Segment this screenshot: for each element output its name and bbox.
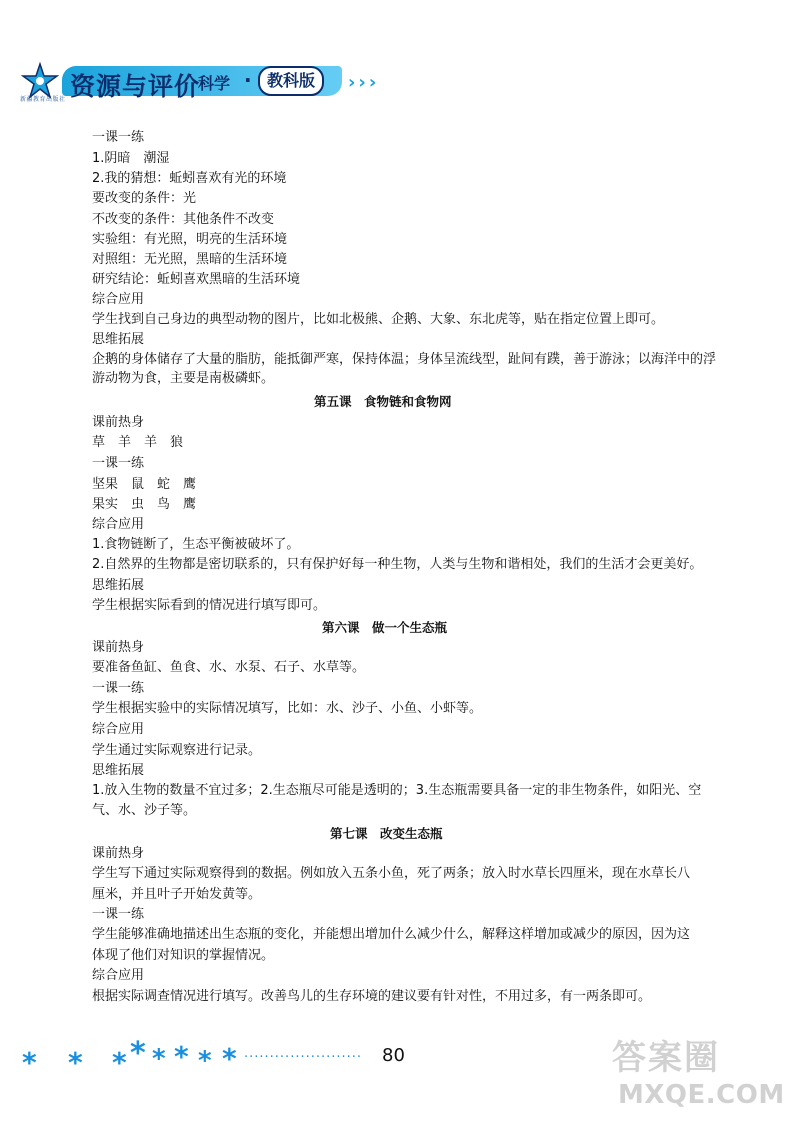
- page-number: 80: [382, 1045, 405, 1066]
- answer-line: 学生能够准确地描述出生态瓶的变化，并能想出增加什么减少什么，解释这样增加或减少的原因，因为这: [92, 927, 691, 942]
- answer-line: 课前热身: [92, 640, 145, 655]
- answer-line: 对照组：无光照，黑暗的生活环境: [92, 252, 288, 267]
- answer-line: 1.食物链断了，生态平衡被破坏了。: [92, 537, 300, 552]
- answer-line: 学生写下通过实际观察得到的数据。例如放入五条小鱼，死了两条；放入时水草长四厘米，现在水草长八: [92, 866, 691, 881]
- lesson-heading: 第七课 改变生态瓶: [330, 826, 443, 841]
- watermark-top-text: 答案圈: [612, 1038, 720, 1078]
- answer-line: 游动物为食，主要是南极磷虾。: [92, 371, 275, 386]
- answer-line: 要改变的条件：光: [92, 191, 197, 206]
- book-edition-badge: 教科版: [258, 66, 324, 96]
- star-icon: *: [68, 1046, 83, 1079]
- answer-line: 一课一练: [92, 907, 145, 922]
- answer-line: 综合应用: [92, 722, 145, 737]
- answer-line: 课前热身: [92, 415, 145, 430]
- star-icon: *: [22, 1046, 37, 1079]
- answer-line: 综合应用: [92, 517, 145, 532]
- answer-line: 企鹅的身体储存了大量的脂肪，能抵御严寒，保持体温；身体呈流线型，趾间有蹼，善于游泳；以海洋中的浮: [92, 352, 717, 367]
- answer-line: 2.自然界的生物都是密切联系的，只有保护好每一种生物，人类与生物和谐相处，我们的生活才会更美好。: [92, 557, 703, 572]
- star-icon: *: [112, 1046, 127, 1079]
- answer-line: 2.我的猜想：蚯蚓喜欢有光的环境: [92, 171, 287, 186]
- answer-line: 一课一练: [92, 681, 145, 696]
- answer-line: 厘米，并且叶子开始发黄等。: [92, 887, 262, 902]
- answer-line: 研究结论：蚯蚓喜欢黑暗的生活环境: [92, 272, 301, 287]
- chevron-right-icon: ›››: [348, 72, 380, 93]
- answer-line: 思维拓展: [92, 578, 145, 593]
- answer-line: 体现了他们对知识的掌握情况。: [92, 948, 275, 963]
- answer-line: 1.阴暗 潮湿: [92, 151, 170, 166]
- book-title: 资源与评价: [70, 72, 201, 101]
- answer-line: 实验组：有光照，明亮的生活环境: [92, 232, 288, 247]
- answer-line: 果实 虫 鸟 鹰: [92, 497, 197, 512]
- answer-line: 根据实际调查情况进行填写。改善鸟儿的生存环境的建议要有针对性，不用过多，有一两条即可。: [92, 989, 652, 1004]
- answer-line: 综合应用: [92, 292, 145, 307]
- answer-line: 不改变的条件：其他条件不改变: [92, 212, 275, 227]
- lesson-heading: 第五课 食物链和食物网: [314, 394, 452, 409]
- answer-line: 学生根据实验中的实际情况填写，比如：水、沙子、小鱼、小虾等。: [92, 701, 483, 716]
- answer-line: 学生通过实际观察进行记录。: [92, 743, 262, 758]
- answer-line: 1.放入生物的数量不宜过多；2.生态瓶尽可能是透明的；3.生态瓶需要具备一定的非生物条件，如阳光、空: [92, 783, 702, 798]
- answer-line: 坚果 鼠 蛇 鹰: [92, 477, 197, 492]
- star-icon: *: [222, 1042, 237, 1075]
- watermark: [612, 1030, 785, 1120]
- decorative-stars: [22, 1036, 252, 1080]
- answer-line: 草 羊 羊 狼: [92, 435, 184, 450]
- answer-line: 学生根据实际看到的情况进行填写即可。: [92, 598, 327, 613]
- book-header: [18, 58, 458, 102]
- answer-line: 要准备鱼缸、鱼食、水、水泵、石子、水草等。: [92, 660, 366, 675]
- star-icon: *: [130, 1036, 146, 1071]
- answer-line: 气、水、沙子等。: [92, 803, 197, 818]
- star-icon: *: [152, 1044, 166, 1074]
- answer-line: 课前热身: [92, 846, 145, 861]
- answer-line: 思维拓展: [92, 763, 145, 778]
- answer-line: 一课一练: [92, 456, 145, 471]
- publisher-name: 新疆教育出版社: [20, 96, 66, 103]
- watermark-url: MXQE.COM: [618, 1080, 785, 1110]
- lesson-heading: 第六课 做一个生态瓶: [322, 620, 448, 635]
- star-icon: *: [174, 1040, 189, 1073]
- book-subject: 科学: [198, 74, 231, 93]
- answer-line: 学生找到自己身边的典型动物的图片，比如北极熊、企鹅、大象、东北虎等，贴在指定位置上即可。: [92, 312, 665, 327]
- answer-line: 思维拓展: [92, 332, 145, 347]
- title-separator: ·: [244, 68, 252, 92]
- answer-line: 一课一练: [92, 130, 145, 145]
- page-number-leader: ·······················: [244, 1050, 363, 1065]
- star-icon: *: [198, 1046, 212, 1076]
- answer-line: 综合应用: [92, 968, 145, 983]
